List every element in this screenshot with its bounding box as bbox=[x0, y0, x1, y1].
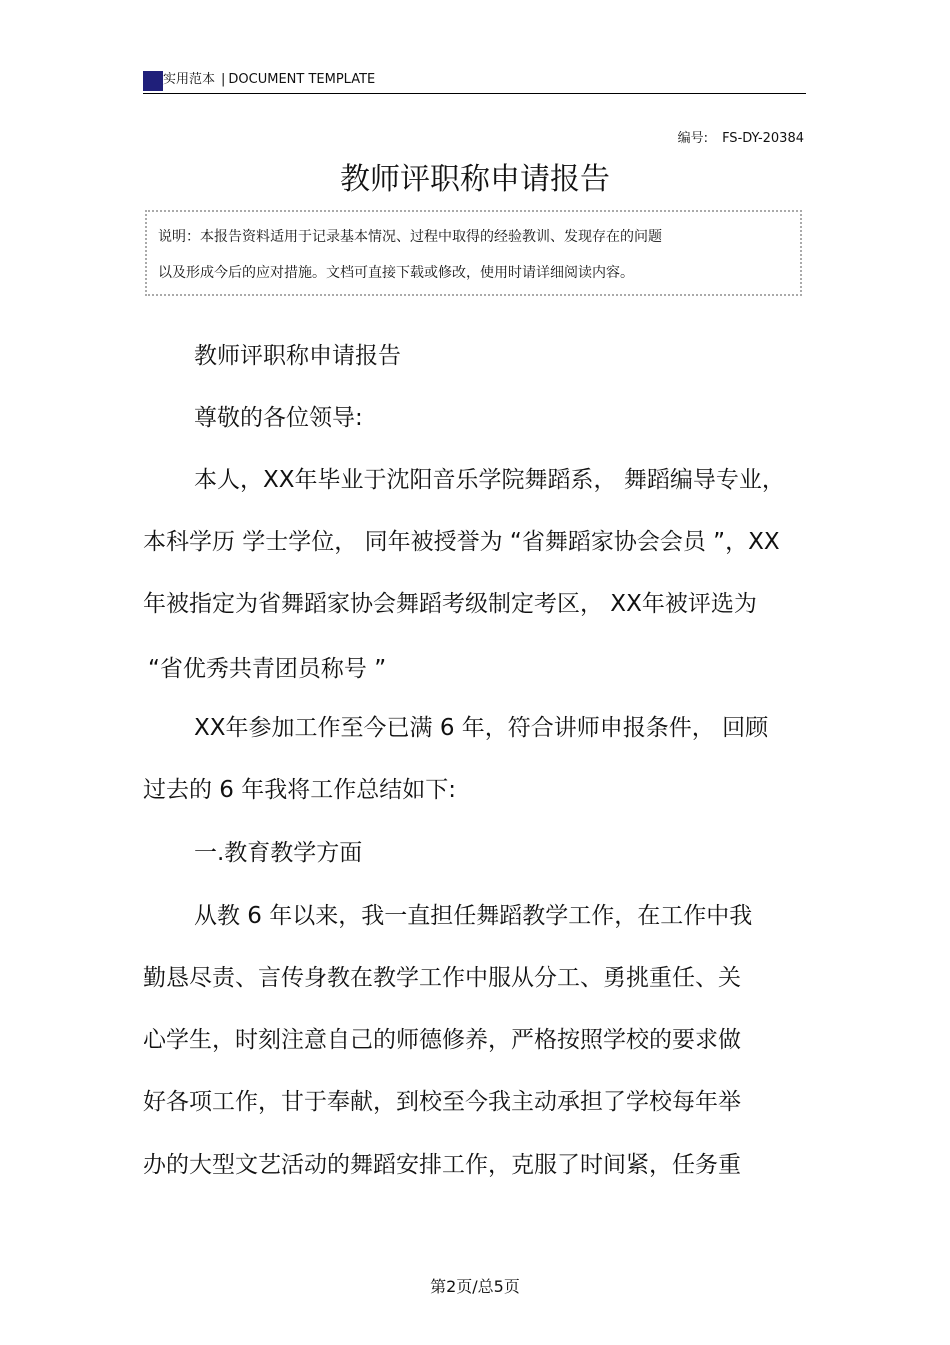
body-line: 本人，XX年毕业于沈阳音乐学院舞蹈系， 舞蹈编导专业， bbox=[194, 467, 785, 493]
page-footer: 第2页/总5页 bbox=[430, 1277, 520, 1296]
document-number bbox=[678, 127, 804, 146]
header-logo-mark bbox=[143, 71, 163, 91]
note-box bbox=[145, 210, 802, 296]
header-label-en: DOCUMENT TEMPLATE bbox=[228, 72, 376, 87]
body-line: 从教 6 年以来，我一直担任舞蹈教学工作，在工作中我 bbox=[194, 903, 753, 929]
note-line-1: 说明：本报告资料适用于记录基本情况、过程中取得的经验教训、发现存在的问题 bbox=[158, 229, 662, 245]
document-header bbox=[163, 72, 375, 88]
body-line: XX年参加工作至今已满 6 年，符合讲师申报条件， 回顾 bbox=[194, 715, 769, 741]
header-divider bbox=[143, 93, 806, 94]
body-line: 过去的 6 年我将工作总结如下: bbox=[143, 777, 457, 803]
body-line: 尊敬的各位领导: bbox=[194, 405, 363, 431]
document-number-value: FS-DY-20384 bbox=[722, 131, 804, 146]
body-line: 勤恳尽责、言传身教在教学工作中服从分工、勇挑重任、关 bbox=[143, 965, 741, 991]
body-line: 办的大型文艺活动的舞蹈安排工作，克服了时间紧，任务重 bbox=[143, 1152, 741, 1178]
body-line: 本科学历 学士学位， 同年被授誉为 “省舞蹈家协会会员 ”，XX bbox=[143, 529, 780, 555]
body-line: 心学生，时刻注意自己的师德修养，严格按照学校的要求做 bbox=[143, 1027, 741, 1053]
header-separator: | bbox=[221, 72, 226, 87]
body-line: “省优秀共青团员称号 ” bbox=[148, 656, 387, 682]
body-line: 教师评职称申请报告 bbox=[194, 343, 401, 369]
document-number-label: 编号: bbox=[677, 131, 709, 146]
header-label-cn: 实用范本 bbox=[163, 72, 216, 87]
body-line: 年被指定为省舞蹈家协会舞蹈考级制定考区， XX年被评选为 bbox=[143, 591, 757, 617]
body-line: 好各项工作，甘于奉献，到校至今我主动承担了学校每年举 bbox=[143, 1089, 741, 1115]
section-heading: 一.教育教学方面 bbox=[194, 840, 363, 866]
note-line-2: 以及形成今后的应对措施。文档可直接下载或修改，使用时请详细阅读内容。 bbox=[158, 265, 634, 281]
page-title: 教师评职称申请报告 bbox=[340, 162, 610, 197]
